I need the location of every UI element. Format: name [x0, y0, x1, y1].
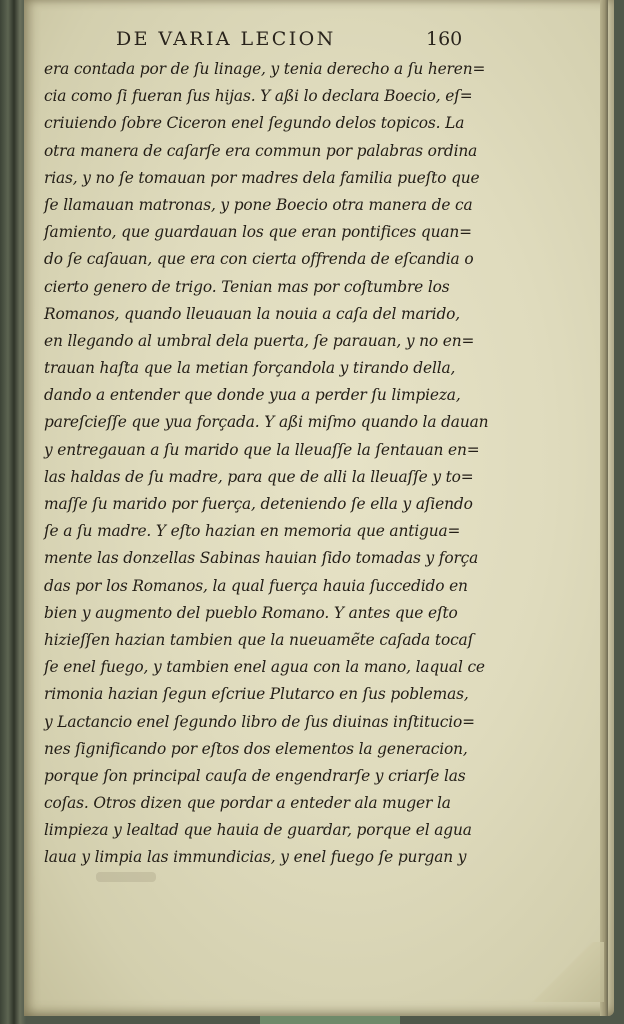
- text-line: Romanos, quando lleuauan la nouia a caſa del marido,: [44, 304, 461, 323]
- text-line: era contada por de ſu linage, y tenia derecho a ſu heren=: [44, 60, 486, 78]
- ink-smudge: [96, 872, 156, 882]
- running-head: [0, 26, 624, 56]
- text-line: en llegando al umbral dela puerta, ſe parauan, y no en=: [44, 331, 475, 350]
- text-line: cierto genero de trigo. Tenian mas por coſtumbre los: [44, 277, 450, 296]
- text-line: limpieza y lealtad que hauia de guardar, porque el agua: [44, 821, 472, 840]
- bottom-edge-strip: [260, 1016, 400, 1024]
- text-line: trauan haſta que la metian forçandola y tirando della,: [44, 359, 456, 378]
- text-line: nes ſignificando por eſtos dos elementos la generacion,: [44, 739, 468, 758]
- text-line: laua y limpia las immundicias, y enel fuego ſe purgan y: [44, 848, 467, 867]
- text-line: ſe a ſu madre. Y eſto hazian en memoria que antigua=: [44, 522, 461, 541]
- body-text: [44, 56, 504, 872]
- running-head-title: DE VARIA LECION: [116, 28, 336, 50]
- page-edge: [600, 0, 608, 1016]
- text-line: ſe enel fuego, y tambien enel agua con la mano, laqual ce: [44, 658, 485, 677]
- text-line: das por los Romanos, la qual fuerça hauia ſuccedido en: [44, 576, 468, 595]
- text-line: ſamiento, que guardauan los que eran pontifices quan=: [44, 223, 472, 242]
- text-line: do ſe caſauan, que era con cierta offrenda de eſcandia o: [44, 250, 474, 269]
- text-line: y entregauan a ſu marido que la lleuaſſe la ſentauan en=: [44, 440, 480, 459]
- page-corner-fold: [524, 942, 604, 1002]
- text-line: criuiendo ſobre Ciceron enel ſegundo delos topicos. La: [44, 114, 465, 133]
- text-line: porque ſon principal cauſa de engendrarſe y criarſe las: [44, 766, 466, 785]
- text-line: rias, y no ſe tomauan por madres dela familia pueſto que: [44, 168, 480, 187]
- text-line: coſas. Otros dizen que pordar a enteder ala muger la: [44, 794, 451, 813]
- text-line: bien y augmento del pueblo Romano. Y antes que eſto: [44, 603, 458, 622]
- text-line: las haldas de ſu madre, para que de alli la lleuaſſe y to=: [44, 467, 474, 486]
- text-line: maſſe ſu marido por fuerça, deteniendo ſe ella y aſiendo: [44, 495, 473, 513]
- text-line: mente las donzellas Sabinas hauian ſido tomadas y força: [44, 549, 479, 568]
- text-line: cia como ſi fueran ſus hijas. Y aßi lo declara Boecio, eſ=: [44, 87, 473, 106]
- text-line: hizieſſen hazian tambien que la nueuamẽte caſada tocaſ: [44, 630, 474, 649]
- text-line: dando a entender que donde yua a perder ſu limpieza,: [44, 386, 461, 405]
- text-line: pareſcieſſe que yua forçada. Y aßi miſmo quando la dauan: [44, 413, 489, 432]
- text-line: ſe llamauan matronas, y pone Boecio otra manera de ca: [44, 195, 473, 214]
- text-line: rimonia hazian ſegun eſcriue Plutarco en ſus poblemas,: [44, 685, 469, 704]
- text-line: otra manera de caſarſe era commun por palabras ordina: [44, 141, 478, 160]
- text-line: y Lactancio enel ſegundo libro de ſus diuinas inſtitucio=: [44, 712, 475, 731]
- page-number: 160: [426, 28, 463, 50]
